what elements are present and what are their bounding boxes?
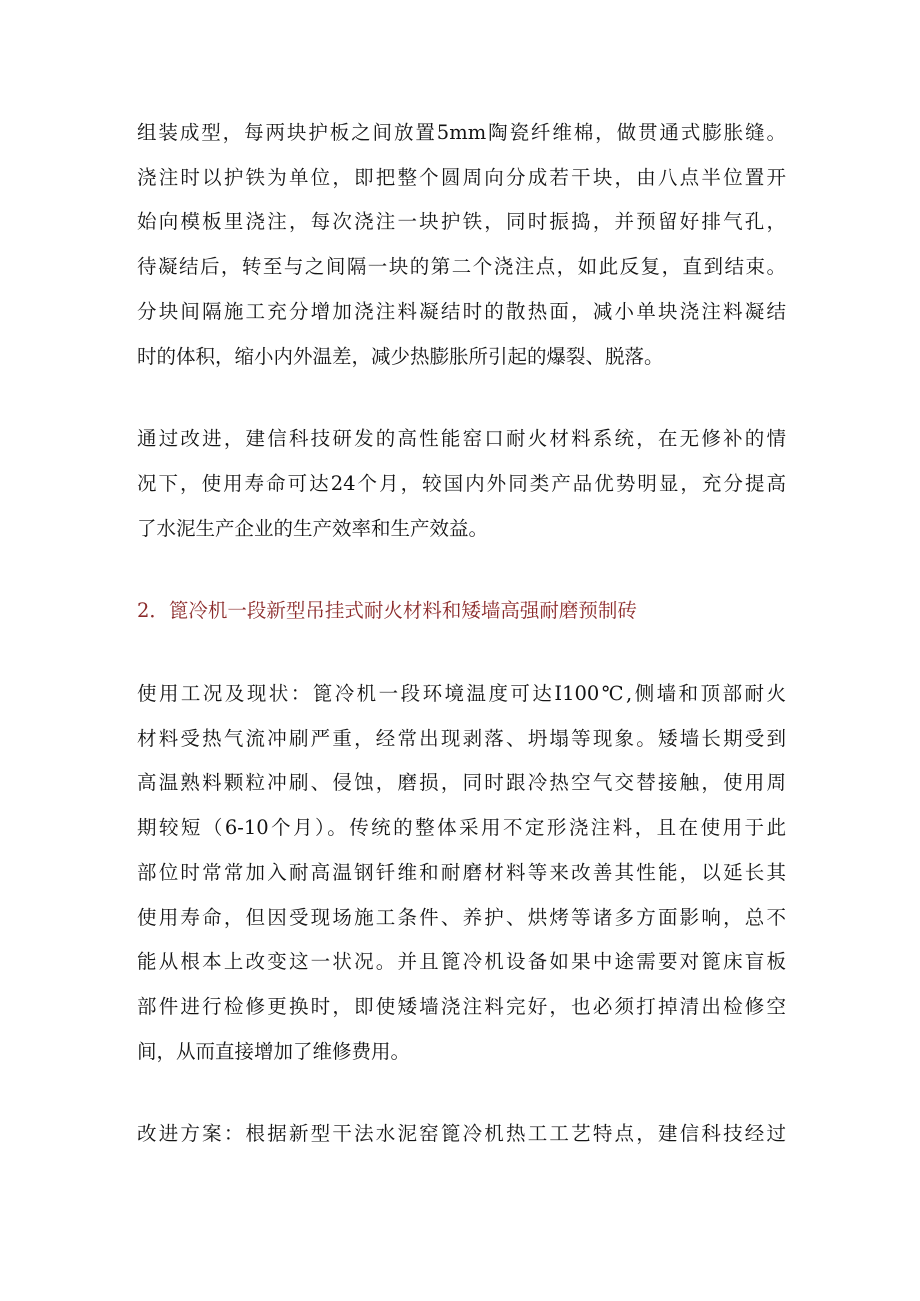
text-line: 通过改进，建信科技研发的高性能窑口耐火材料系统，在无修补的情 [137,427,786,451]
text-line: 时的体积，缩小内外温差，减少热膨胀所引起的爆裂、脱落。 [137,344,664,368]
text-line: 始向模板里浇注，每次浇注一块护铁，同时振捣，并预留好排气孔， [137,210,786,234]
text-line: 使用工况及现状：篦冷机一段环境温度可达I100℃,侧墙和顶部耐火 [137,682,786,706]
text-line: 部位时常常加入耐高温钢钎维和耐磨材料等来改善其性能，以延长其 [137,860,786,884]
text-line: 了水泥生产企业的生产效率和生产效益。 [137,516,489,540]
paragraph-spacer [137,551,786,589]
text-line: 浇注时以护铁为单位，即把整个圆周向分成若干块，由八点半位置开 [137,165,786,189]
text-line: 使用寿命，但因受现场施工条件、养护、烘烤等诸多方面影响，总不 [137,905,786,929]
paragraph-spacer [137,634,786,672]
text-line: 间，从而直接增加了维修费用。 [137,1039,411,1063]
text-line: 期较短（6-10个月）。传统的整体采用不定形浇注料，且在使用于此 [137,816,786,840]
text-line: 组装成型，每两块护板之间放置5mm陶瓷纤维棉，做贯通式膨胀缝。 [137,121,786,144]
paragraph-improvement-result [137,417,786,551]
text-line: 待凝结后，转至与之间隔一块的第二个浇注点，如此反复，直到结束。 [137,255,786,279]
text-line: 分块间隔施工充分增加浇注料凝结时的散热面，减小单块浇注料凝结 [137,299,786,323]
text-line: 能从根本上改变这一状况。并且篦冷机设备如果中途需要对篦床盲板 [137,950,786,974]
paragraph-current-status [137,672,786,1074]
text-line: 材料受热气流冲刷严重，经常出现剥落、坍塌等现象。矮墙长期受到 [137,726,786,750]
text-line: 改进方案：根据新型干法水泥窑篦冷机热工工艺特点，建信科技经过 [137,1122,786,1146]
paragraph-improvement-plan [137,1112,786,1157]
paragraph-spacer [137,379,786,417]
section-heading: 2．篦冷机一段新型吊挂式耐火材料和矮墙高强耐磨预制砖 [137,599,637,623]
paragraph-spacer [137,1074,786,1112]
text-line: 况下，使用寿命可达24个月，较国内外同类产品优势明显，充分提高 [137,471,786,495]
text-line: 部件进行检修更换时，即使矮墙浇注料完好，也必须打掉清出检修空 [137,994,786,1018]
text-line: 高温熟料颗粒冲刷、侵蚀，磨损，同时跟冷热空气交替接触，使用周 [137,771,786,795]
paragraph-expansion-joint [137,111,786,379]
